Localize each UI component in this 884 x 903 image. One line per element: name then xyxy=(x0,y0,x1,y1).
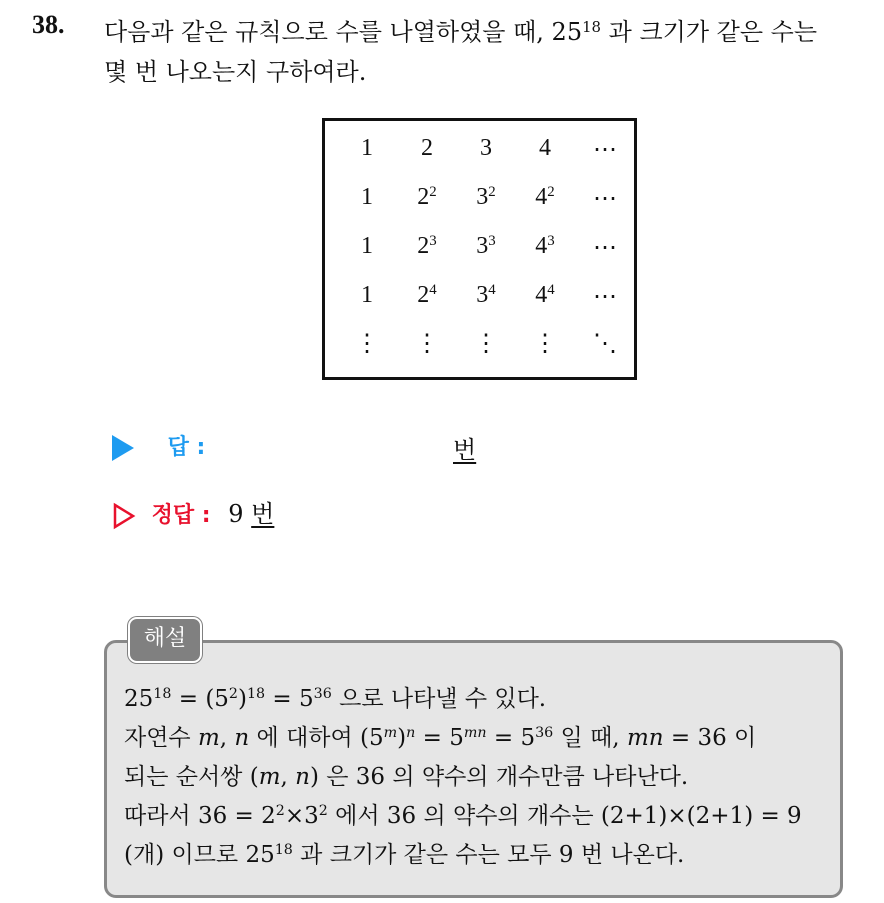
table-cell: ⋯ xyxy=(593,235,617,261)
correct-label: 정답 : xyxy=(151,503,211,528)
explanation-line-4: 따라서 $36 = 2^2\times 3^2$ 에서 36 의 약수의 개수는 (2+1)×(2+1) = 9 xyxy=(124,803,802,829)
table-cell: ⋮ xyxy=(415,331,439,357)
table-cell: $2^4$ xyxy=(417,281,437,308)
table-cell: ⋯ xyxy=(593,137,617,163)
table-cell: $3^3$ xyxy=(476,232,496,259)
table-cell: $4^3$ xyxy=(535,232,555,259)
table-cell: $2^3$ xyxy=(417,232,437,259)
table-cell: $3^4$ xyxy=(476,281,496,308)
table-cell: ⋯ xyxy=(593,186,617,212)
answer-label: 답 : xyxy=(167,435,206,460)
table-cell: 1 xyxy=(361,282,373,308)
table-cell: ⋮ xyxy=(355,331,379,357)
question-power: $25^{18}$ xyxy=(551,17,602,46)
explanation-line-2: 자연수 m, n 에 대하여 $(5^m)^n = 5^{mn} = 5^{36}$ 일 때, mn = 36 이 xyxy=(124,725,757,751)
table-cell: 3 xyxy=(480,135,492,161)
table-cell: ⋮ xyxy=(533,331,557,357)
question-text-b: 과 크기가 같은 수는 xyxy=(608,18,818,46)
table-cell: ⋮ xyxy=(474,331,498,357)
question-number: 38. xyxy=(32,10,65,39)
question-text-a: 다음과 같은 규칙으로 수를 나열하였을 때, xyxy=(104,18,544,46)
table-cell: $4^2$ xyxy=(535,183,555,210)
table-cell: $3^2$ xyxy=(476,183,496,210)
table-cell: 2 xyxy=(421,135,433,161)
question-line-1 xyxy=(104,12,817,47)
table-cell: $2^2$ xyxy=(417,183,437,210)
correct-unit: 번 xyxy=(251,500,275,528)
table-cell: 1 xyxy=(361,184,373,210)
play-icon xyxy=(112,435,134,461)
explanation-line-1: $25^{18} = (5^2)^{18} = 5^{36}$ 으로 나타낼 수 있다. xyxy=(124,686,547,712)
answer-row xyxy=(112,430,477,464)
outline-triangle-icon xyxy=(112,502,136,530)
correct-value: 9 xyxy=(228,500,244,528)
correct-answer-row xyxy=(112,494,274,530)
table-cell: ⋱ xyxy=(593,331,617,357)
explanation-tag: 해설 xyxy=(128,617,202,663)
table-cell: 1 xyxy=(361,233,373,259)
table-cell: 1 xyxy=(361,135,373,161)
answer-unit: 번 xyxy=(453,436,477,464)
question-line-2: 몇 번 나오는지 구하여라. xyxy=(104,58,367,86)
table-cell: 4 xyxy=(539,135,551,161)
explanation-line-3: 되는 순서쌍 (m, n) 은 36 의 약수의 개수만큼 나타난다. xyxy=(124,764,689,790)
explanation-line-5: (개) 이므로 $25^{18}$ 과 크기가 같은 수는 모두 9 번 나온다. xyxy=(124,842,685,868)
number-table xyxy=(322,118,637,380)
table-cell: $4^4$ xyxy=(535,281,555,308)
table-cell: ⋯ xyxy=(593,284,617,310)
